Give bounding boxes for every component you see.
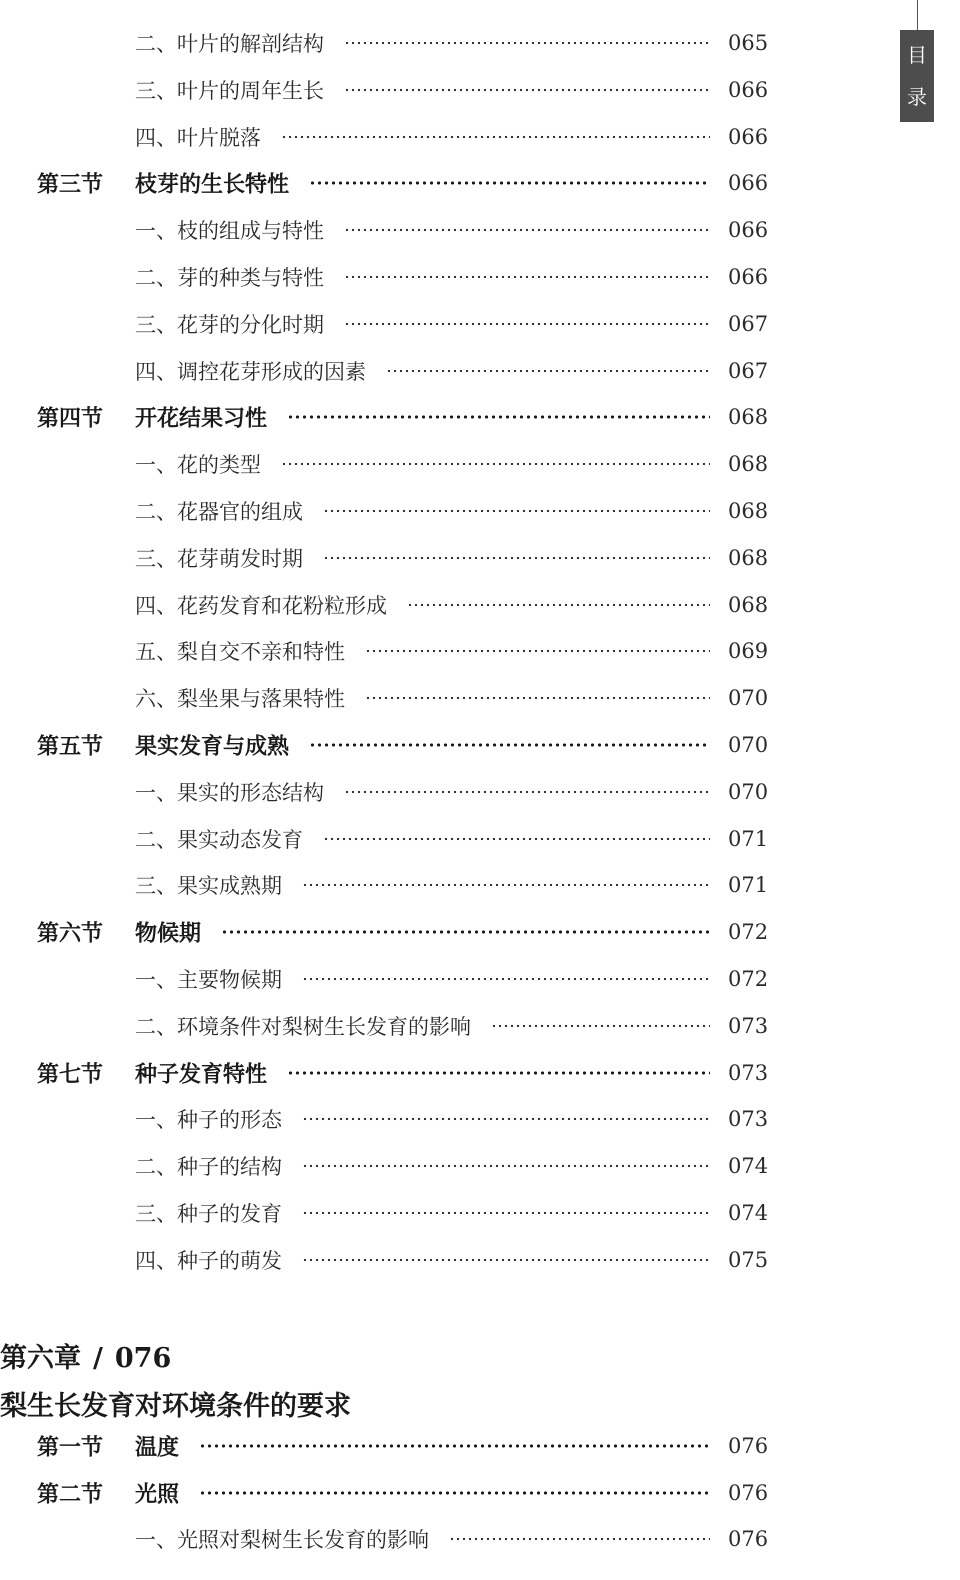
dot-leader (287, 1071, 710, 1075)
subsection-title: 二、果实动态发育 (135, 827, 303, 852)
subsection-title: 四、叶片脱落 (135, 125, 261, 150)
subsection-title: 二、叶片的解剖结构 (135, 32, 324, 56)
dot-leader (323, 510, 710, 513)
subsection-title: 三、果实成熟期 (135, 874, 282, 899)
page-number: 066 (728, 77, 769, 102)
page-number: 065 (728, 31, 769, 55)
subsection-title: 二、环境条件对梨树生长发育的影响 (135, 1014, 471, 1039)
toc-subsection-entry (0, 1146, 769, 1186)
page-number: 066 (728, 124, 769, 149)
page-number: 066 (728, 218, 769, 243)
side-tab-rule (917, 0, 918, 30)
dot-leader (281, 135, 710, 138)
page-number: 074 (728, 1154, 769, 1179)
dot-leader (344, 322, 710, 325)
section-number: 第二节 (37, 1482, 104, 1507)
section-title: 枝芽的生长特性 (135, 172, 290, 198)
toc-subsection-entry (0, 210, 769, 250)
page-number: 076 (728, 1480, 769, 1505)
subsection-title: 二、芽的种类与特性 (135, 266, 324, 290)
dot-leader (302, 1118, 710, 1121)
dot-leader (309, 743, 710, 747)
toc-subsection-entry (0, 678, 769, 718)
subsection-title: 一、光照对梨树生长发育的影响 (135, 1528, 429, 1552)
toc-subsection-entry (0, 117, 769, 157)
toc-section-entry (0, 163, 769, 203)
page-number: 073 (728, 1060, 769, 1085)
subsection-title: 四、调控花芽形成的因素 (135, 359, 366, 384)
page-number: 073 (728, 1107, 769, 1132)
chapter-heading (0, 1336, 171, 1375)
page-number: 070 (728, 686, 769, 711)
page-number: 076 (728, 1527, 769, 1551)
page-number: 071 (728, 873, 769, 898)
dot-leader (281, 463, 710, 466)
chapter-separator: / (93, 1343, 103, 1374)
subsection-title: 二、种子的结构 (135, 1155, 282, 1180)
side-tab-char: 录 (907, 85, 927, 109)
toc-subsection-entry (0, 304, 769, 344)
subsection-title: 一、枝的组成与特性 (135, 219, 324, 244)
toc-section-entry (0, 912, 769, 952)
toc-section-entry (0, 1426, 769, 1466)
dot-leader (386, 369, 710, 372)
subsection-title: 二、花器官的组成 (135, 500, 303, 524)
dot-leader (365, 697, 710, 700)
dot-leader (344, 790, 710, 793)
toc-subsection-entry (0, 1193, 769, 1233)
section-number: 第五节 (37, 734, 104, 760)
dot-leader (407, 603, 710, 606)
page-number: 068 (728, 592, 769, 617)
section-title: 种子发育特性 (135, 1062, 268, 1088)
section-number: 第七节 (37, 1062, 104, 1088)
chapter-page-number: 076 (114, 1343, 172, 1374)
toc-subsection-entry (0, 538, 769, 578)
dot-leader (302, 1165, 710, 1168)
subsection-title: 三、花芽的分化时期 (135, 312, 324, 337)
page-number: 072 (728, 920, 769, 945)
dot-leader (344, 42, 710, 45)
dot-leader (302, 884, 710, 887)
toc-subsection-entry (0, 23, 769, 63)
subsection-title: 三、种子的发育 (135, 1202, 282, 1226)
subsection-title: 一、花的类型 (135, 453, 261, 478)
section-title: 开花结果习性 (135, 406, 268, 432)
page-number: 073 (728, 1013, 769, 1038)
subsection-title: 四、花药发育和花粉粒形成 (135, 593, 387, 618)
dot-leader (323, 556, 710, 559)
subsection-title: 一、果实的形态结构 (135, 780, 324, 805)
page-number: 067 (728, 358, 769, 383)
toc-section-entry (0, 725, 769, 765)
page-number: 075 (728, 1247, 769, 1272)
subsection-title: 三、叶片的周年生长 (135, 78, 324, 103)
toc-subsection-entry (0, 959, 769, 999)
subsection-title: 一、主要物候期 (135, 968, 282, 992)
dot-leader (449, 1538, 710, 1541)
contents-side-tab (900, 30, 934, 122)
section-title: 温度 (135, 1435, 180, 1461)
toc-subsection-entry (0, 819, 769, 859)
section-number: 第一节 (37, 1435, 104, 1461)
page-number: 070 (728, 779, 769, 804)
toc-section-entry (0, 1473, 769, 1513)
dot-leader (302, 978, 710, 981)
dot-leader (302, 1212, 710, 1215)
chapter-label: 第六章 (0, 1343, 81, 1374)
toc-subsection-entry (0, 70, 769, 110)
page-number: 070 (728, 733, 769, 757)
dot-leader (365, 650, 710, 653)
page-number: 072 (728, 967, 769, 991)
toc-subsection-entry (0, 257, 769, 297)
dot-leader (287, 415, 710, 419)
page-number: 068 (728, 499, 769, 523)
subsection-title: 三、花芽萌发时期 (135, 546, 303, 571)
page-number: 069 (728, 639, 769, 664)
toc-subsection-entry (0, 865, 769, 905)
toc-subsection-entry (0, 1519, 769, 1559)
section-title: 果实发育与成熟 (135, 734, 290, 760)
page-number: 076 (728, 1434, 769, 1458)
toc-subsection-entry (0, 444, 769, 484)
dot-leader (344, 229, 710, 232)
toc-subsection-entry (0, 1099, 769, 1139)
toc-subsection-entry (0, 351, 769, 391)
subsection-title: 一、种子的形态 (135, 1108, 282, 1133)
toc-section-entry (0, 1053, 769, 1093)
toc-subsection-entry (0, 1240, 769, 1280)
subsection-title: 六、梨坐果与落果特性 (135, 687, 345, 712)
page-number: 066 (728, 265, 769, 289)
chapter-title: 梨生长发育对环境条件的要求 (0, 1391, 351, 1422)
side-tab-char: 目 (907, 43, 927, 67)
toc-subsection-entry (0, 1006, 769, 1046)
page-number: 068 (728, 452, 769, 477)
dot-leader (199, 1444, 710, 1448)
dot-leader (221, 930, 710, 934)
dot-leader (302, 1258, 710, 1261)
section-number: 第三节 (37, 172, 104, 198)
dot-leader (491, 1024, 710, 1027)
dot-leader (323, 837, 710, 840)
page-number: 067 (728, 311, 769, 336)
dot-leader (199, 1491, 710, 1495)
section-number: 第六节 (37, 921, 104, 947)
page-number: 071 (728, 826, 769, 851)
section-number: 第四节 (37, 406, 104, 432)
page-number: 066 (728, 171, 769, 196)
page-number: 074 (728, 1201, 769, 1225)
page-number: 068 (728, 545, 769, 570)
toc-subsection-entry (0, 631, 769, 671)
section-title: 物候期 (135, 921, 202, 947)
toc-subsection-entry (0, 772, 769, 812)
dot-leader (344, 88, 710, 91)
toc-subsection-entry (0, 491, 769, 531)
section-title: 光照 (135, 1482, 180, 1507)
subsection-title: 五、梨自交不亲和特性 (135, 640, 345, 665)
dot-leader (344, 276, 710, 279)
toc-subsection-entry (0, 585, 769, 625)
dot-leader (309, 181, 710, 185)
page-number: 068 (728, 405, 769, 430)
toc-section-entry (0, 397, 769, 437)
subsection-title: 四、种子的萌发 (135, 1248, 282, 1273)
